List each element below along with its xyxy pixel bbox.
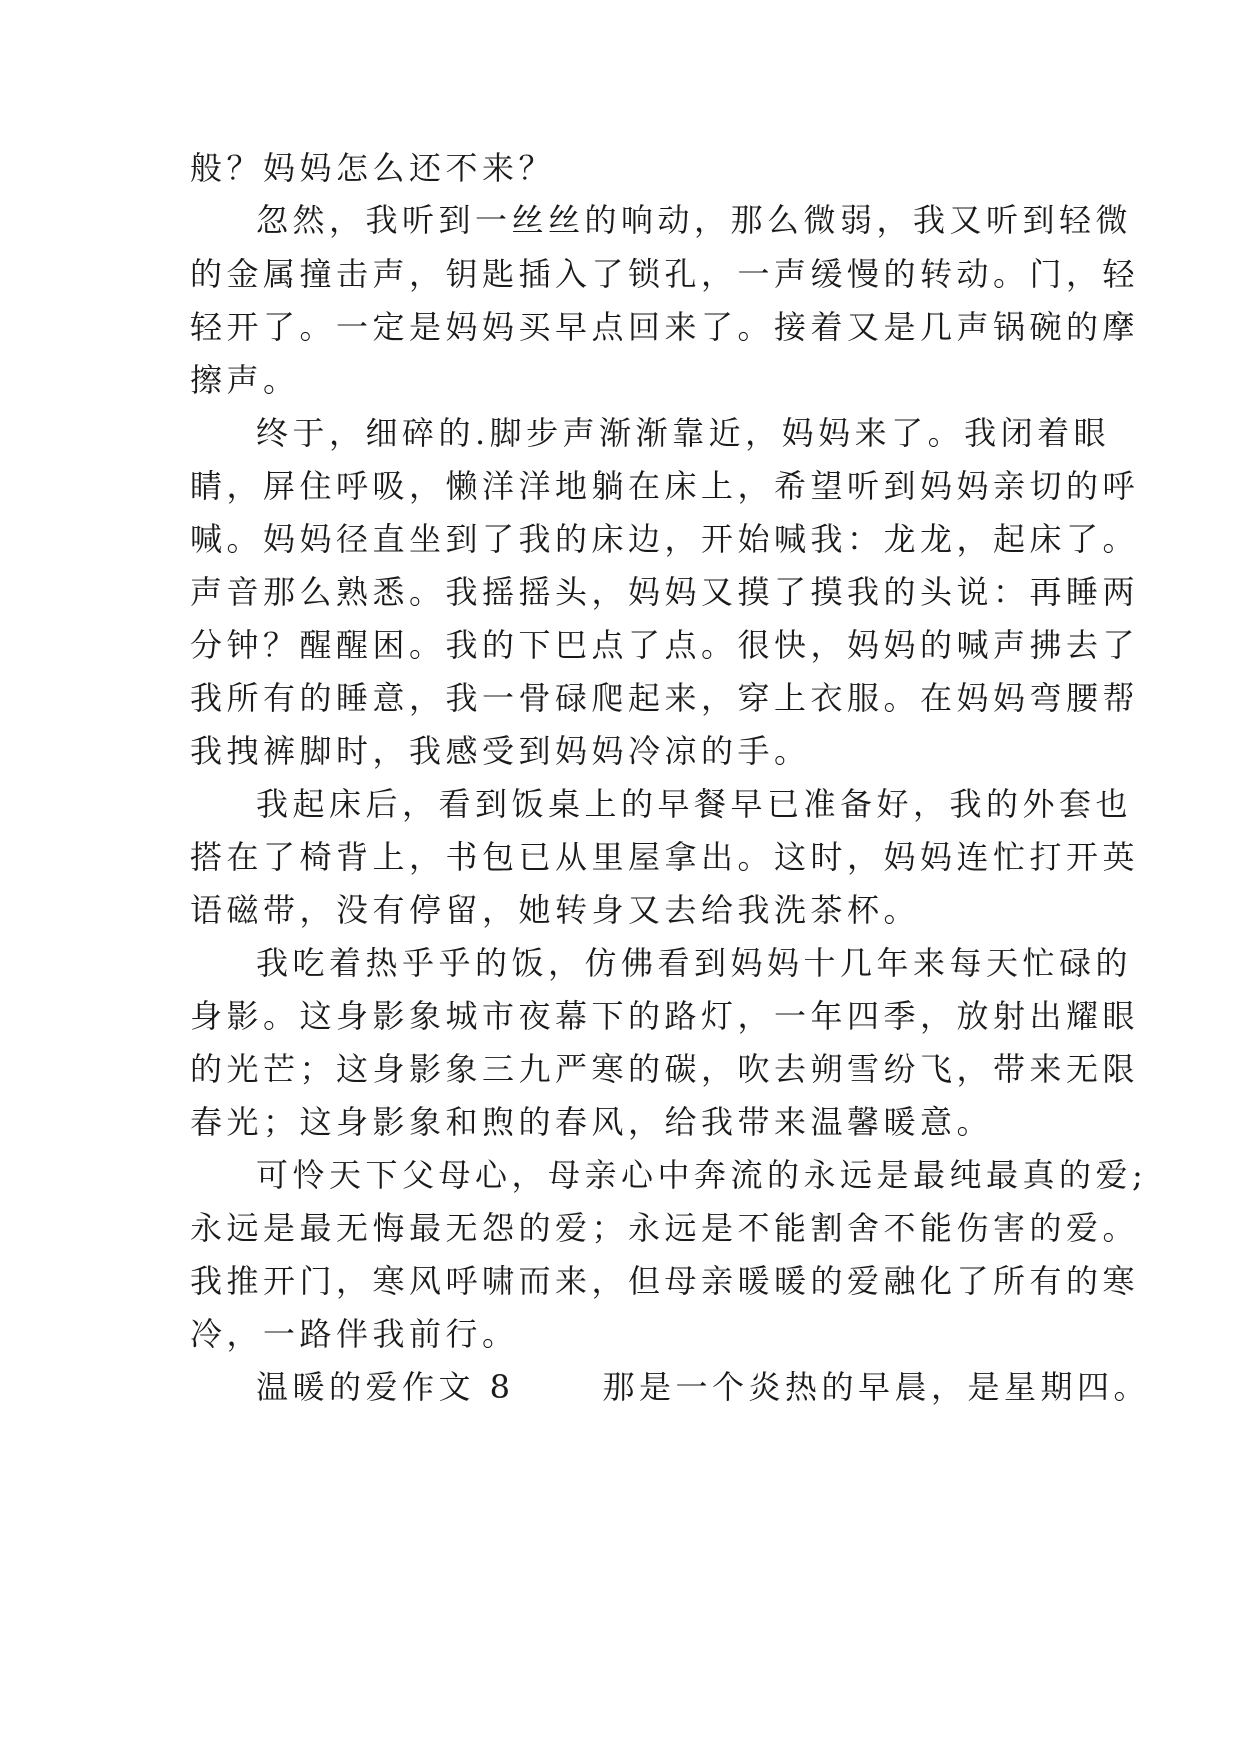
- text-line: 冷，一路伴我前行。: [190, 1315, 519, 1353]
- essay-title: 温暖的爱作文 8: [256, 1368, 515, 1406]
- text-line: 我拽裤脚时，我感受到妈妈冷凉的手。: [190, 732, 811, 770]
- text-line: 分钟？醒醒困。我的下巴点了点。很快，妈妈的喊声拂去了: [190, 626, 1140, 664]
- paragraph-first-line: 我起床后，看到饭桌上的早餐早已准备好，我的外套也: [256, 785, 1133, 823]
- paragraph-first-line: 忽然，我听到一丝丝的响动，那么微弱，我又听到轻微: [256, 201, 1133, 239]
- paragraph-first-line: 终于，细碎的.脚步声渐渐靠近，妈妈来了。我闭着眼: [256, 414, 1111, 452]
- essay-opening-text: 那是一个炎热的早晨，是星期四。: [602, 1368, 1151, 1406]
- paragraph-first-line: 可怜天下父母心，母亲心中奔流的永远是最纯最真的爱;: [256, 1156, 1148, 1194]
- text-line: 语磁带，没有停留，她转身又去给我洗茶杯。: [190, 891, 921, 929]
- paragraph-first-line: 我吃着热乎乎的饭，仿佛看到妈妈十几年来每天忙碌的: [256, 944, 1133, 982]
- text-line: 声音那么熟悉。我摇摇头，妈妈又摸了摸我的头说：再睡两: [190, 573, 1140, 611]
- text-line: 春光；这身影象和煦的春风，给我带来温馨暖意。: [190, 1103, 994, 1141]
- text-line: 般？妈妈怎么还不来？: [190, 149, 556, 187]
- text-line: 的金属撞击声，钥匙插入了锁孔，一声缓慢的转动。门，轻: [190, 255, 1140, 293]
- text-line: 身影。这身影象城市夜幕下的路灯，一年四季，放射出耀眼: [190, 997, 1140, 1035]
- text-line: 搭在了椅背上，书包已从里屋拿出。这时，妈妈连忙打开英: [190, 838, 1140, 876]
- text-line: 轻开了。一定是妈妈买早点回来了。接着又是几声锅碗的摩: [190, 308, 1140, 346]
- text-line: 擦声。: [190, 361, 300, 399]
- text-line: 我推开门，寒风呼啸而来，但母亲暖暖的爱融化了所有的寒: [190, 1262, 1140, 1300]
- text-line: 睛，屏住呼吸，懒洋洋地躺在床上，希望听到妈妈亲切的呼: [190, 467, 1140, 505]
- text-line: 的光芒；这身影象三九严寒的碳，吹去朔雪纷飞，带来无限: [190, 1050, 1140, 1088]
- text-line: 喊。妈妈径直坐到了我的床边，开始喊我：龙龙，起床了。: [190, 520, 1140, 558]
- text-line: 永远是最无悔最无怨的爱；永远是不能割舍不能伤害的爱。: [190, 1209, 1140, 1247]
- essay-heading-line: [256, 1367, 1151, 1407]
- text-line: 我所有的睡意，我一骨碌爬起来，穿上衣服。在妈妈弯腰帮: [190, 679, 1140, 717]
